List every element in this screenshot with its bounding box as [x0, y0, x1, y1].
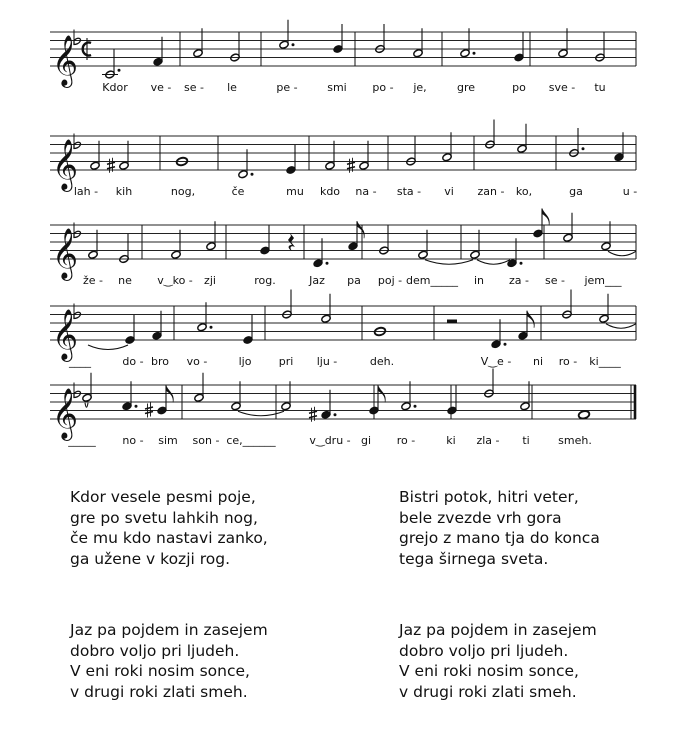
lyric-syllable: vi — [444, 185, 454, 198]
stanza-line: grejo z mano tja do konca — [399, 529, 600, 547]
lyric-syllable: zji — [204, 274, 216, 287]
tie — [606, 324, 636, 329]
lyric-syllable: se - — [545, 274, 565, 287]
lyric-syllable: ____ — [69, 355, 91, 368]
lyric-syllable: se - — [184, 81, 204, 94]
lyric-syllable: že - — [82, 274, 104, 287]
lyric-syllable: v‿ko - — [157, 274, 193, 287]
note-flag — [166, 386, 173, 403]
lyric-syllable: poj - — [377, 274, 403, 287]
sharp-sign — [309, 411, 317, 413]
stanza-line: tega širnega sveta. — [399, 549, 549, 568]
lyric-syllable: ro - — [558, 355, 578, 368]
staff-system — [50, 20, 636, 94]
stanza-line: v drugi roki zlati smeh. — [399, 682, 577, 701]
lyric-syllable: tu — [594, 81, 606, 94]
lyric-syllable: sve - — [548, 81, 576, 94]
stanza-line: dobro voljo pri ljudeh. — [70, 641, 240, 660]
lyric-syllable: sta - — [396, 185, 422, 198]
treble-clef-icon: 𝄞 — [52, 309, 79, 360]
stanza-line: ga užene v kozji rog. — [70, 549, 231, 568]
stanza-line: Jaz pa pojdem in zasejem — [70, 621, 268, 639]
staff-system — [50, 290, 636, 369]
lyric-syllable: je, — [413, 81, 427, 94]
lyric-syllable: sim — [158, 434, 178, 447]
augmentation-dot — [292, 43, 295, 46]
lyric-syllable: bro — [151, 355, 169, 368]
lyric-syllable: v‿dru - — [309, 434, 351, 447]
tie — [85, 403, 88, 408]
tie — [477, 260, 510, 265]
augmentation-dot — [210, 326, 213, 329]
augmentation-dot — [520, 262, 523, 265]
sharp-sign — [145, 412, 153, 414]
augmentation-dot — [118, 69, 121, 72]
lyric-syllable: ro - — [396, 434, 416, 447]
lyric-syllable: dem_____ — [406, 274, 458, 287]
lyric-syllable: jem___ — [584, 274, 622, 287]
stanza-1 — [70, 487, 268, 569]
note-flag — [542, 209, 549, 226]
augmentation-dot — [582, 147, 585, 150]
lyric-syllable: ga — [569, 185, 583, 198]
lyric-syllable: po — [512, 81, 526, 94]
lyric-syllable: pa — [347, 274, 361, 287]
augmentation-dot — [251, 173, 254, 176]
treble-clef-icon: 𝄞 — [52, 139, 79, 190]
lyric-syllable: pri — [278, 355, 294, 368]
staff-system — [50, 369, 636, 448]
stanza-line: gre po svetu lahkih nog, — [70, 508, 258, 527]
lyric-syllable: vo - — [186, 355, 208, 368]
sharp-sign — [145, 407, 153, 409]
lyric-syllable: gi — [360, 434, 372, 447]
sharp-sign — [107, 162, 115, 164]
lyric-syllable: pe - — [276, 81, 298, 94]
augmentation-dot — [135, 405, 138, 408]
lyric-syllable: kih — [115, 185, 133, 198]
whole-note — [578, 410, 590, 420]
lyric-syllable: u - — [622, 185, 638, 198]
lyric-syllable: zla - — [476, 434, 500, 447]
stanza-line: bele zvezde vrh gora — [399, 508, 562, 527]
lyric-syllable: le — [227, 81, 237, 94]
treble-clef-icon: 𝄞 — [52, 388, 79, 439]
lyric-syllable: zan - — [477, 185, 505, 198]
lyric-syllable: lju - — [316, 355, 338, 368]
stanza-4 — [399, 620, 597, 702]
note-flag — [378, 386, 385, 403]
lyric-syllable: in — [473, 274, 485, 287]
tie — [425, 260, 473, 265]
treble-clef-icon: 𝄞 — [52, 35, 79, 86]
staff-system — [50, 209, 636, 288]
staff-system — [50, 120, 637, 199]
augmentation-dot — [504, 343, 507, 346]
lyric-syllable: _____ — [68, 434, 96, 447]
lyric-syllable: mu — [286, 185, 304, 198]
stanza-line: dobro voljo pri ljudeh. — [399, 641, 569, 660]
stanza-line: v drugi roki zlati smeh. — [70, 682, 248, 701]
lyric-syllable: ki____ — [589, 355, 621, 368]
lyric-syllable: gre — [456, 81, 476, 94]
augmentation-dot — [473, 52, 476, 55]
augmentation-dot — [326, 262, 329, 265]
lyric-syllable: smeh. — [558, 434, 592, 447]
lyric-syllable: rog. — [254, 274, 276, 287]
sharp-sign — [107, 167, 115, 169]
stanza-line: V eni roki nosim sonce, — [70, 662, 250, 680]
sharp-sign — [347, 167, 355, 169]
tie — [238, 411, 284, 416]
lyric-syllable: ni — [532, 355, 544, 368]
lyric-syllable: do - — [122, 355, 144, 368]
lyric-syllable: lah - — [73, 185, 99, 198]
lyric-syllable: nog, — [170, 185, 196, 198]
augmentation-dot — [414, 405, 417, 408]
note-flag — [357, 221, 364, 238]
lyric-syllable: ljo — [238, 355, 252, 368]
lyric-syllable: na - — [355, 185, 377, 198]
lyric-syllable: ce,______ — [226, 434, 276, 447]
lyric-syllable: ve - — [150, 81, 172, 94]
stanza-3 — [70, 620, 268, 702]
stanza-2 — [399, 487, 600, 569]
note-flag — [527, 311, 534, 328]
lyric-syllable: ki — [446, 434, 456, 447]
lyric-syllable: son - — [192, 434, 220, 447]
lyric-syllable: ti — [522, 434, 530, 447]
stanza-line: če mu kdo nastavi zanko, — [70, 529, 268, 547]
lyric-syllable: deh. — [369, 355, 395, 368]
lyric-syllable: smi — [327, 81, 347, 94]
lyric-syllable: za - — [509, 274, 529, 287]
lyric-syllable: V‿e - — [480, 355, 512, 368]
lyric-syllable: Jaz — [309, 274, 325, 287]
half-rest-icon — [447, 320, 457, 324]
lyric-syllable: če — [231, 185, 245, 198]
treble-clef-icon: 𝄞 — [52, 228, 79, 279]
stanza-line: Kdor vesele pesmi poje, — [70, 488, 256, 506]
lyric-syllable: Kdor — [102, 81, 128, 94]
lyric-syllable: ne — [118, 274, 132, 287]
lyric-syllable: po - — [372, 81, 394, 94]
augmentation-dot — [334, 413, 337, 416]
sharp-sign — [309, 416, 317, 418]
stanza-line: V eni roki nosim sonce, — [399, 662, 579, 680]
tie — [88, 345, 128, 350]
stanza-line: Jaz pa pojdem in zasejem — [399, 621, 597, 639]
lyric-syllable: no - — [122, 434, 144, 447]
tie — [608, 251, 636, 256]
sharp-sign — [347, 162, 355, 164]
lyric-syllable: kdo — [319, 185, 341, 198]
lyric-syllable: ko, — [515, 185, 533, 198]
stanza-line: Bistri potok, hitri veter, — [399, 488, 579, 506]
